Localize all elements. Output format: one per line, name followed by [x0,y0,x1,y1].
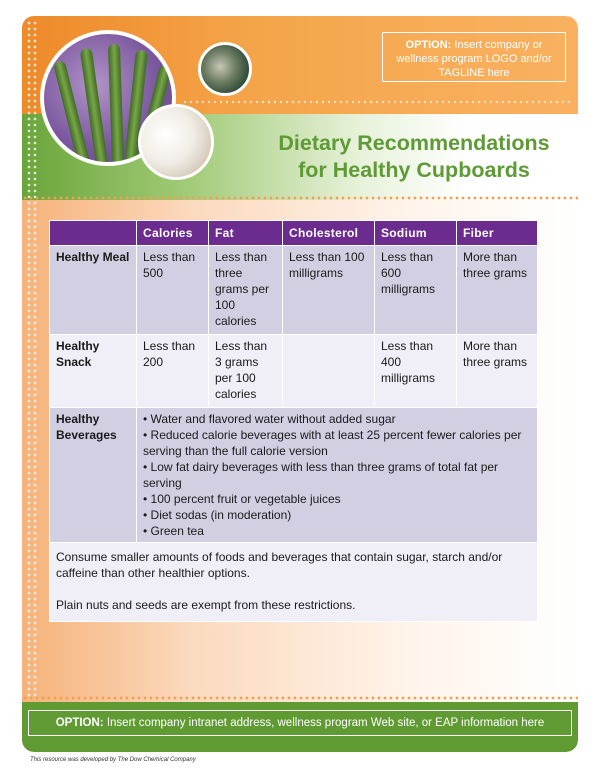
column-header [50,221,137,246]
footer-option-text: Insert company intranet address, wellness program Web site, or EAP information here [103,717,545,729]
table-cell: Less than 500 [137,246,209,335]
page-title [254,130,574,184]
list-item: • Green tea [143,524,204,538]
credit-line: This resource was developed by The Dow Chemical Company [30,757,196,763]
table-cell: Less than 200 [137,335,209,408]
footer-option-label: OPTION: [55,717,104,729]
row-label: Healthy Snack [50,335,137,408]
footer-placeholder [28,710,572,736]
recommendations-table [49,220,538,622]
title-line-2: for Healthy Cupboards [298,158,530,182]
table-cell: Less than three grams per 100 calories [209,246,283,335]
logo-option-text: Insert company or wellness program LOGO and/or TAGLINE here [396,39,552,79]
list-item: • Reduced calorie beverages with at least 25 percent fewer calories per serving than the full calorie version [143,428,522,458]
column-header: Fat [209,221,283,246]
eggs-photo [138,104,214,180]
table-row [50,408,538,543]
column-header: Cholesterol [283,221,375,246]
table-cell: Less than 100 milligrams [283,246,375,335]
table-cell: Less than 600 milligrams [375,246,457,335]
title-line-1: Dietary Recommendations [278,131,550,155]
table-row [50,335,538,408]
logo-option-label: OPTION: [405,39,452,51]
dotted-divider [22,196,578,200]
table-header-row [50,221,538,246]
dotted-divider [182,100,572,104]
column-header: Sodium [375,221,457,246]
column-header: Calories [137,221,209,246]
list-item: • Diet sodas (in moderation) [143,508,292,522]
note-text: Plain nuts and seeds are exempt from these restrictions. [56,598,356,612]
note-cell [50,543,538,622]
dotted-divider [22,696,578,700]
table-row [50,246,538,335]
footer-band [22,702,578,752]
row-label: Healthy Meal [50,246,137,335]
list-item: • 100 percent fruit or vegetable juices [143,492,341,506]
column-header: Fiber [457,221,538,246]
side-dot-pattern [26,20,38,700]
list-item: • Low fat dairy beverages with less than three grams of total fat per serving [143,460,499,490]
table-cell [283,335,375,408]
table-row [50,543,538,622]
table-cell: Less than 400 milligrams [375,335,457,408]
row-label: Healthy Beverages [50,408,137,543]
vegetables-photo [198,42,252,96]
note-text: Consume smaller amounts of foods and beverages that contain sugar, starch and/or caffeine than other healthier options. [56,550,503,580]
table-cell: More than three grams [457,335,538,408]
table-cell: More than three grams [457,246,538,335]
beverages-list [137,408,538,543]
table-cell: Less than 3 grams per 100 calories [209,335,283,408]
logo-placeholder [382,32,566,82]
list-item: • Water and flavored water without added sugar [143,412,396,426]
